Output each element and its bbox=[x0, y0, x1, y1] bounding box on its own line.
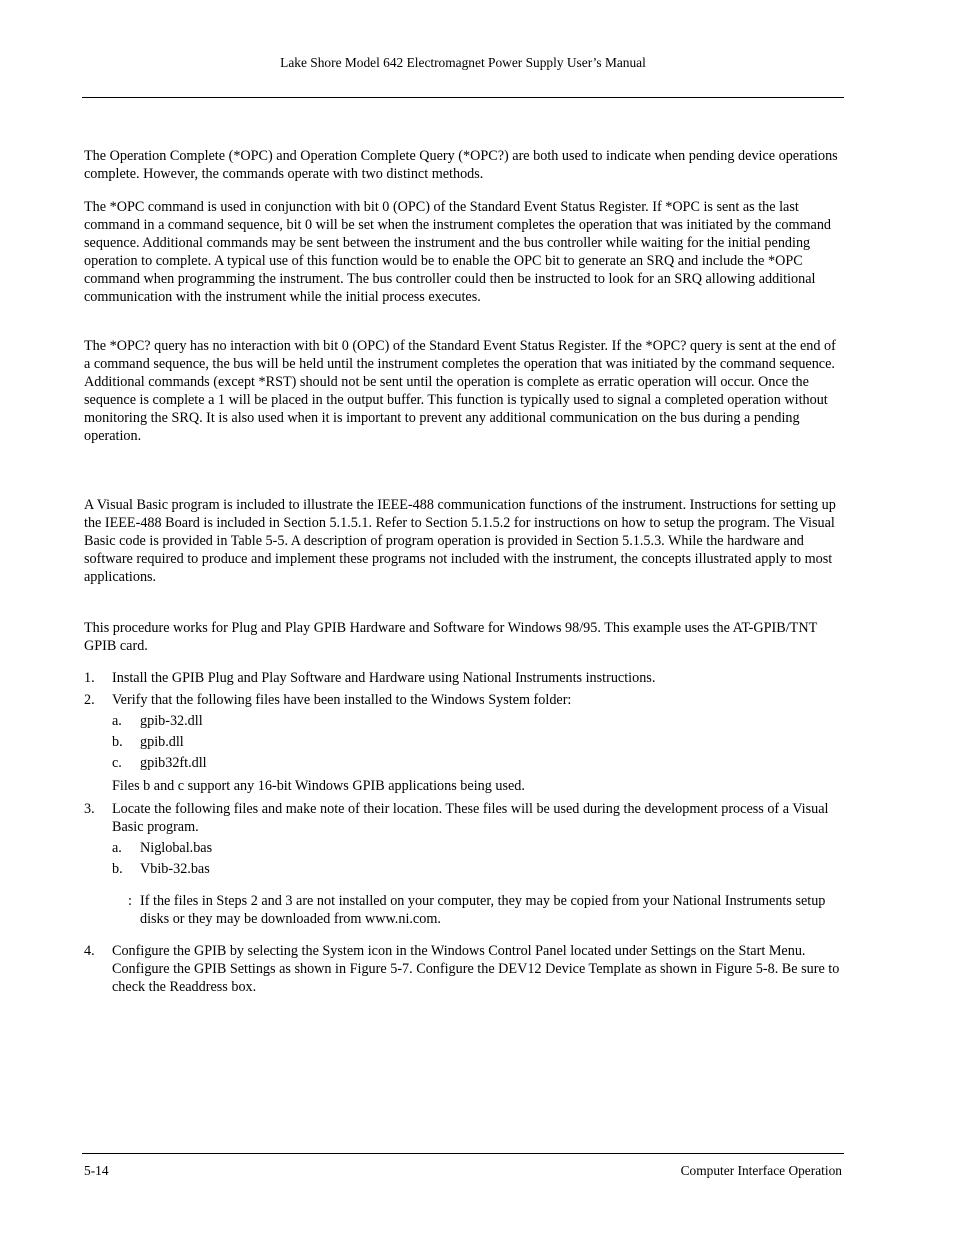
step-text: Locate the following files and make note of their location. These files will be used during the development process of a Visual Basic program. bbox=[112, 801, 829, 835]
footer-rule bbox=[82, 1153, 844, 1154]
paragraph-opc-query: The *OPC? query has no interaction with bit 0 (OPC) of the Standard Event Status Register. If the *OPC? query is sent at the end of a command sequence, the bus will be held until the instrument completes the operation that was initiated by the command sequence. Additional commands (except *RST) should not be sent until the operation is complete as erratic operation will occur. Once the sequence is complete a 1 will be placed in the output buffer. This function is typically used to signal a completed operation without monitoring the SRQ. It is also used when it is important to prevent any additional communication on the bus during a pending operation. bbox=[84, 338, 836, 444]
running-header: Lake Shore Model 642 Electromagnet Power Supply User’s Manual bbox=[280, 55, 646, 70]
sub-item-label: b. bbox=[112, 861, 123, 877]
sub-item-text: gpib-32.dll bbox=[140, 713, 203, 729]
step-text: Configure the GPIB by selecting the System icon in the Windows Control Panel located under Settings on the Start Menu. Configure the GPIB Settings as shown in Figure 5-7. Configure the DEV12 Device Template as shown in Figure 5-8. Be sure to check the Readdress box. bbox=[112, 943, 840, 995]
sub-item-label: a. bbox=[112, 840, 122, 856]
sub-item-text: Vbib-32.bas bbox=[140, 861, 210, 877]
paragraph-opc-intro: The Operation Complete (*OPC) and Operation Complete Query (*OPC?) are both used to indicate when pending device operations complete. However, the commands operate with two distinct methods. bbox=[84, 148, 838, 182]
step-number: 4. bbox=[84, 943, 95, 959]
footer-section-title: Computer Interface Operation bbox=[680, 1163, 842, 1178]
sub-item-label: b. bbox=[112, 734, 123, 750]
step-number: 2. bbox=[84, 692, 95, 708]
sub-item-text: gpib32ft.dll bbox=[140, 755, 207, 771]
step-number: 3. bbox=[84, 801, 95, 817]
header-rule bbox=[82, 97, 844, 98]
step-text: Install the GPIB Plug and Play Software and Hardware using National Instruments instructions. bbox=[112, 670, 656, 686]
note-marker: : bbox=[128, 893, 132, 909]
sub-item-text: gpib.dll bbox=[140, 734, 184, 750]
step-number: 1. bbox=[84, 670, 95, 686]
note-text: If the files in Steps 2 and 3 are not installed on your computer, they may be copied from your National Instruments setup disks or they may be downloaded from www.ni.com. bbox=[140, 893, 826, 927]
paragraph-visual-basic: A Visual Basic program is included to illustrate the IEEE-488 communication functions of the instrument. Instructions for setting up the IEEE-488 Board is included in Section 5.1.5.1. Refer to Section 5.1.5.2 for instructions on how to setup the program. The Visual Basic code is provided in Table 5-5. A description of program operation is provided in Section 5.1.5.3. While the hardware and software required to produce and implement these programs not included with the instrument, the concepts illustrated apply to most applications. bbox=[84, 497, 836, 585]
step-text: Verify that the following files have been installed to the Windows System folder: bbox=[112, 692, 572, 708]
sub-item-text: Niglobal.bas bbox=[140, 840, 213, 856]
step-note: Files b and c support any 16-bit Windows GPIB applications being used. bbox=[112, 778, 525, 794]
paragraph-opc-command: The *OPC command is used in conjunction with bit 0 (OPC) of the Standard Event Status Register. If *OPC is sent as the last command in a command sequence, bit 0 will be set when the instrument completes the operation that was initiated by the command sequence. Additional commands may be sent between the instrument and the bus controller while waiting for the initial pending operation to complete. A typical use of this function would be to enable the OPC bit to generate an SRQ and include the *OPC command when programming the instrument. The bus controller could then be instructed to look for an SRQ allowing additional communication with the instrument while the initial process executes. bbox=[84, 199, 832, 305]
page-number: 5-14 bbox=[84, 1163, 109, 1178]
sub-item-label: c. bbox=[112, 755, 122, 771]
paragraph-procedure: This procedure works for Plug and Play GPIB Hardware and Software for Windows 98/95. This example uses the AT-GPIB/TNT GPIB card. bbox=[84, 620, 817, 654]
sub-item-label: a. bbox=[112, 713, 122, 729]
